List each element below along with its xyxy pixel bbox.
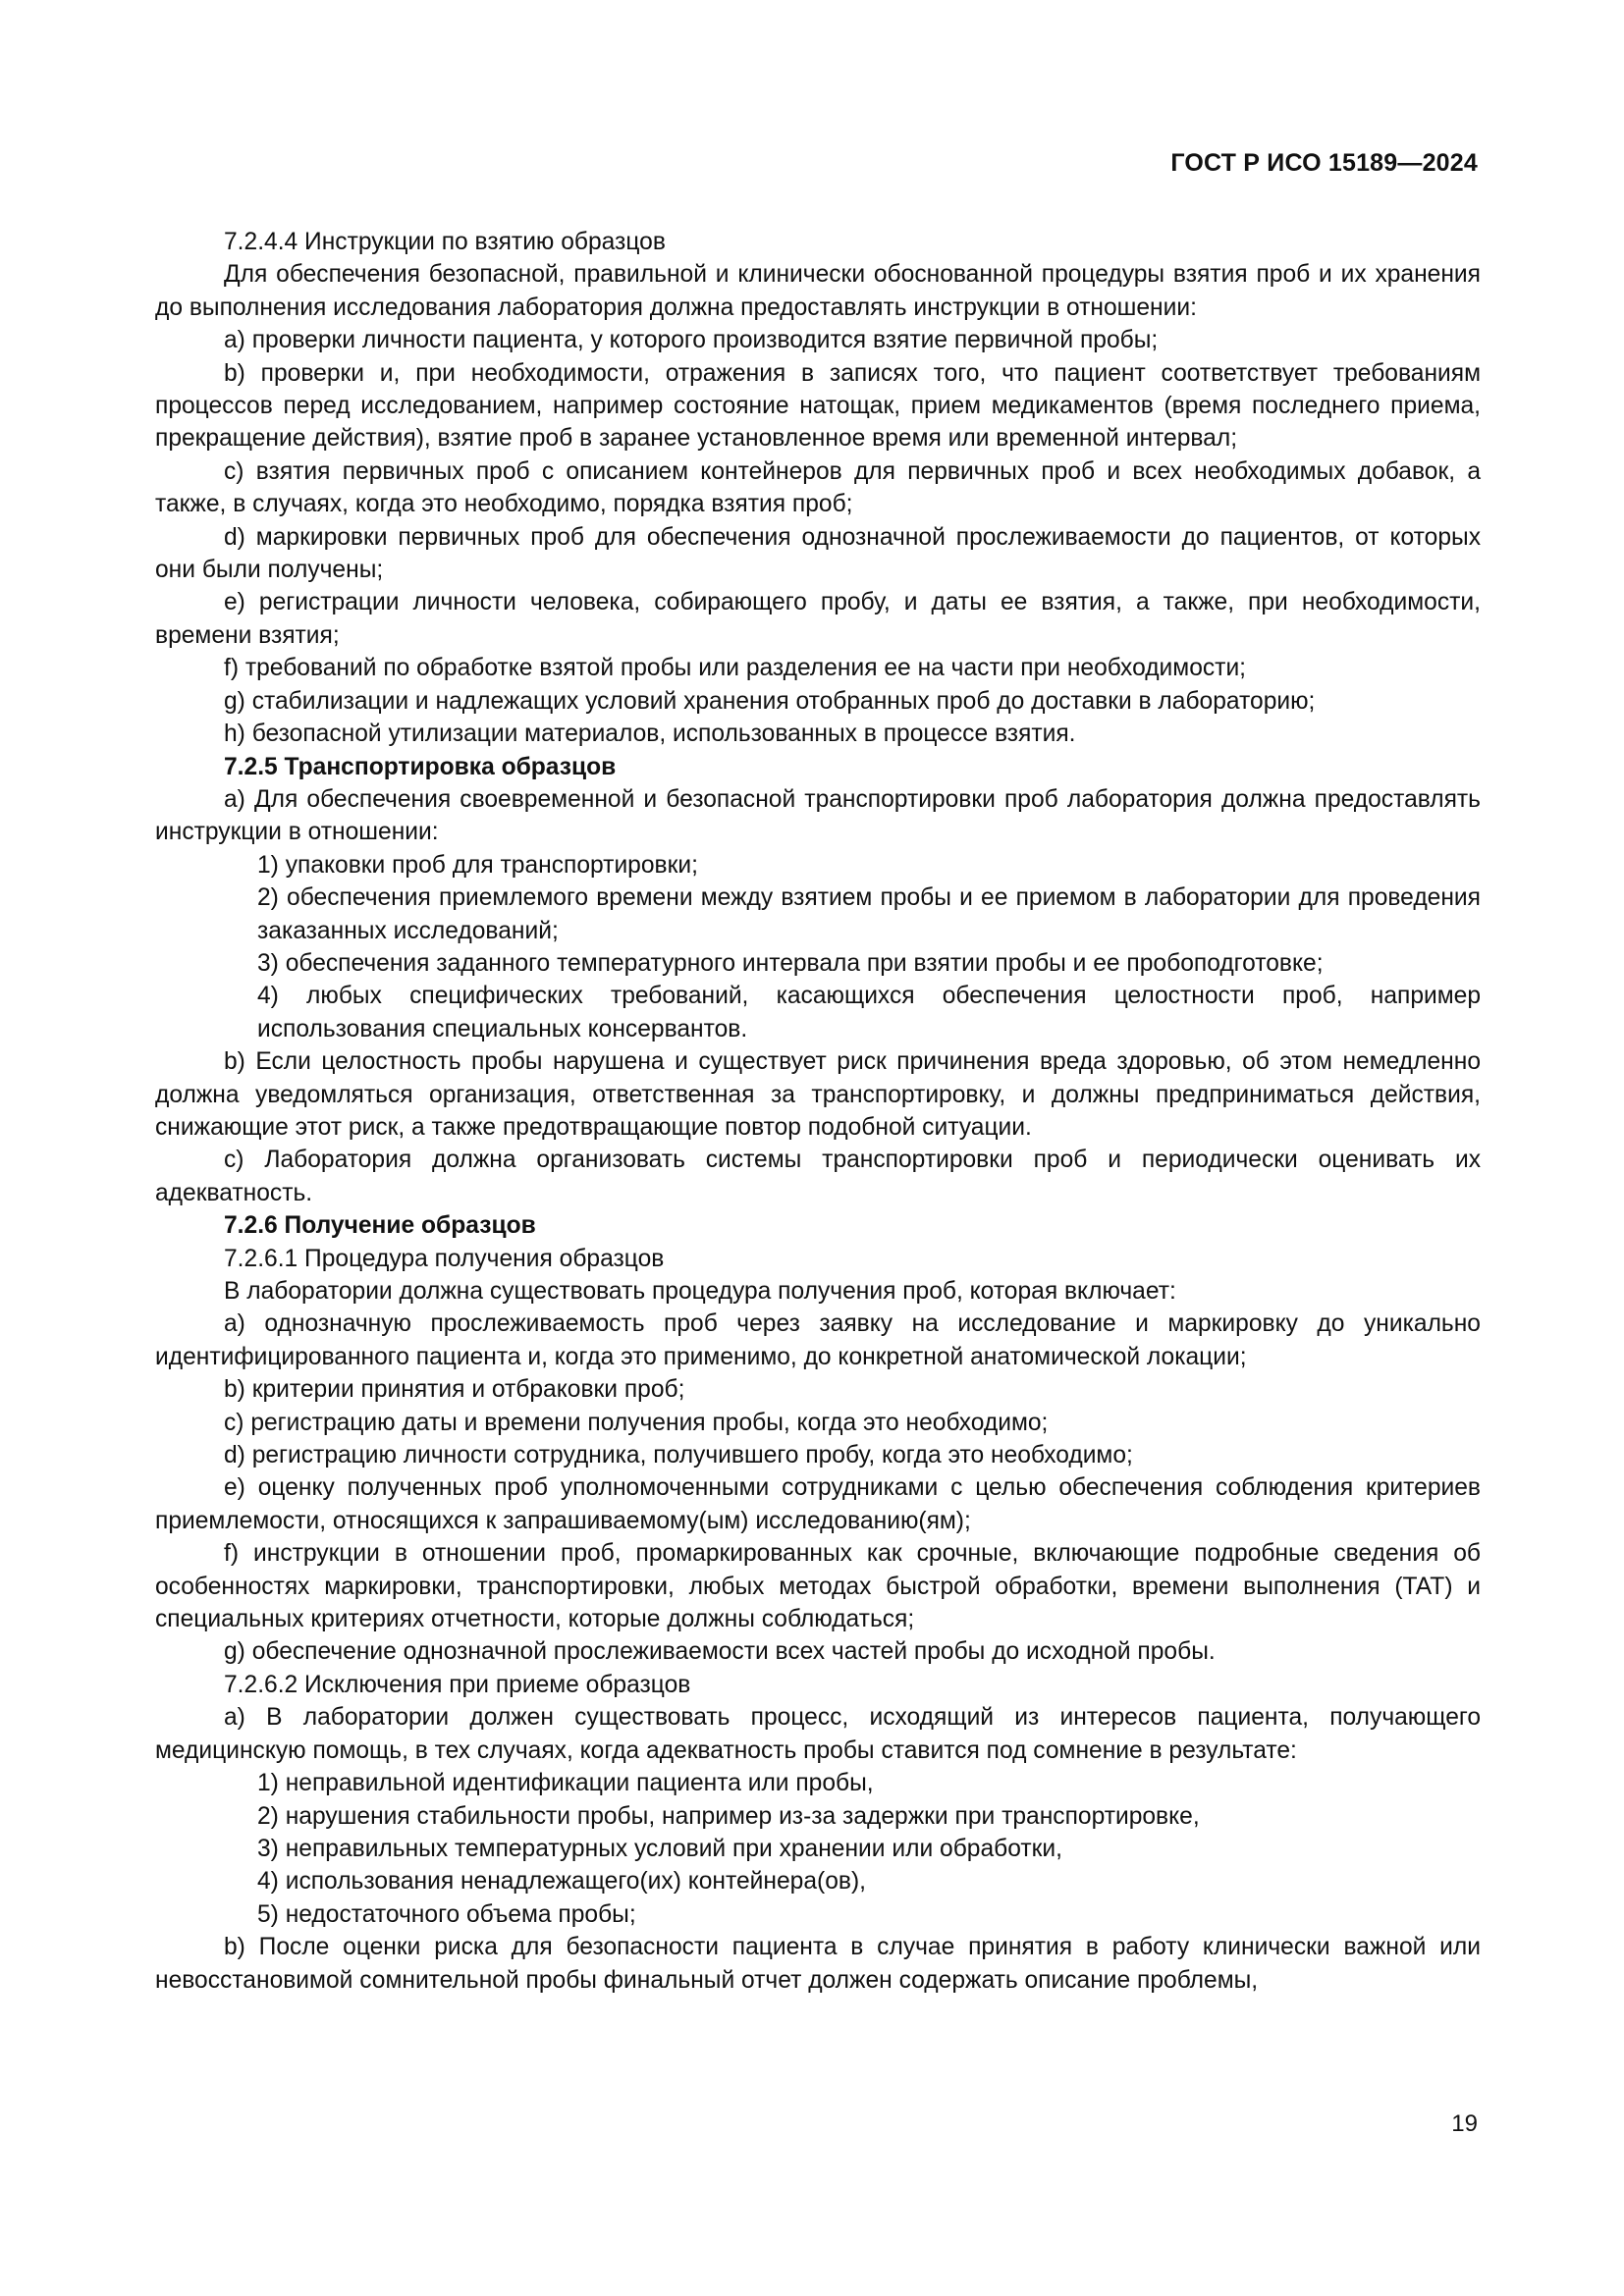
paragraph: e) оценку полученных проб уполномоченными сотрудниками с целью обеспечения соблюдения критериев приемлемости, относящихся к запрашиваемому(ым) исследованию(ям); bbox=[155, 1474, 1481, 1534]
paragraph: b) проверки и, при необходимости, отражения в записях того, что пациент соответствует требованиям процессов перед исследованием, например состояние натощак, прием медикаментов (время последнего приема, прекращение действия), взятие проб в заранее установленное время или временной интервал; bbox=[155, 359, 1481, 453]
paragraph: 2) обеспечения приемлемого времени между взятием пробы и ее приемом в лаборатории для проведения заказанных исследований; bbox=[257, 884, 1481, 944]
paragraph: d) маркировки первичных проб для обеспечения однозначной прослеживаемости до пациентов, от которых они были получены; bbox=[155, 523, 1481, 584]
paragraph: c) взятия первичных проб с описанием контейнеров для первичных проб и всех необходимых добавок, а также, в случаях, когда это необходимо, порядка взятия проб; bbox=[155, 457, 1481, 518]
page-number: 19 bbox=[1451, 2110, 1478, 2137]
paragraph: 4) использования ненадлежащего(их) контейнера(ов), bbox=[257, 1868, 866, 1896]
paragraph: 7.2.5 Транспортировка образцов bbox=[224, 753, 617, 780]
paragraph: b) критерии принятия и отбраковки проб; bbox=[224, 1376, 685, 1404]
document-header: ГОСТ Р ИСО 15189—2024 bbox=[1170, 149, 1478, 177]
paragraph: 7.2.4.4 Инструкции по взятию образцов bbox=[224, 229, 666, 255]
paragraph: f) требований по обработке взятой пробы или разделения ее на части при необходимости; bbox=[224, 655, 1247, 682]
paragraph: a) однозначную прослеживаемость проб через заявку на исследование и маркировку до уникально идентифицированного пациента и, когда это применимо, до конкретной анатомической локации; bbox=[155, 1310, 1481, 1370]
paragraph: g) обеспечение однозначной прослеживаемости всех частей пробы до исходной пробы. bbox=[224, 1638, 1216, 1666]
document-body bbox=[155, 226, 1481, 1997]
paragraph: 7.2.6.1 Процедура получения образцов bbox=[224, 1245, 665, 1272]
paragraph: 1) упаковки проб для транспортировки; bbox=[257, 851, 698, 879]
paragraph: h) безопасной утилизации материалов, использованных в процессе взятия. bbox=[224, 721, 1076, 748]
paragraph: 4) любых специфических требований, касающихся обеспечения целостности проб, например использования специальных консервантов. bbox=[257, 983, 1481, 1042]
paragraph: 3) неправильных температурных условий при хранении или обработки, bbox=[257, 1835, 1062, 1862]
paragraph: g) стабилизации и надлежащих условий хранения отобранных проб до доставки в лабораторию; bbox=[224, 687, 1316, 715]
paragraph: 3) обеспечения заданного температурного интервала при взятии пробы и ее пробоподготовке; bbox=[257, 949, 1324, 977]
paragraph: Для обеспечения безопасной, правильной и клинически обоснованной процедуры взятия проб и их хранения до выполнения исследования лаборатория должна предоставлять инструкции в отношении: bbox=[155, 261, 1481, 321]
paragraph: c) Лаборатория должна организовать системы транспортировки проб и периодически оценивать их адекватность. bbox=[155, 1147, 1481, 1206]
paragraph: a) проверки личности пациента, у которого производится взятие первичной пробы; bbox=[224, 327, 1159, 354]
paragraph: c) регистрацию даты и времени получения пробы, когда это необходимо; bbox=[224, 1409, 1049, 1436]
paragraph: В лаборатории должна существовать процедура получения проб, которая включает: bbox=[224, 1278, 1176, 1305]
paragraph: 7.2.6.2 Исключения при приеме образцов bbox=[224, 1671, 691, 1698]
paragraph: b) Если целостность пробы нарушена и существует риск причинения вреда здоровью, об этом немедленно должна уведомляться организация, ответственная за транспортировку, и должны предприниматься действия, снижающие этот риск, а также предотвращающие повтор подобной ситуации. bbox=[155, 1048, 1481, 1141]
paragraph: f) инструкции в отношении проб, промаркированных как срочные, включающие подробные сведения об особенностях маркировки, транспортировки, любых методах быстрой обработки, времени выполнения (TAT) и специальных критериях отчетности, которые должны соблюдаться; bbox=[155, 1540, 1481, 1633]
paragraph: a) Для обеспечения своевременной и безопасной транспортировки проб лаборатория должна предоставлять инструкции в отношении: bbox=[155, 785, 1481, 846]
paragraph: 7.2.6 Получение образцов bbox=[224, 1212, 536, 1240]
paragraph: d) регистрацию личности сотрудника, получившего пробу, когда это необходимо; bbox=[224, 1442, 1133, 1469]
paragraph: a) В лаборатории должен существовать процесс, исходящий из интересов пациента, получающего медицинскую помощь, в тех случаях, когда адекватность пробы ставится под сомнение в результате: bbox=[155, 1704, 1481, 1764]
paragraph: e) регистрации личности человека, собирающего пробу, и даты ее взятия, а также, при необходимости, времени взятия; bbox=[155, 589, 1481, 649]
paragraph: 5) недостаточного объема пробы; bbox=[257, 1900, 636, 1928]
paragraph: b) После оценки риска для безопасности пациента в случае принятия в работу клинически важной или невосстановимой сомнительной пробы финальный отчет должен содержать описание проблемы, bbox=[155, 1934, 1481, 1994]
paragraph: 2) нарушения стабильности пробы, например из-за задержки при транспортировке, bbox=[257, 1802, 1200, 1830]
paragraph: 1) неправильной идентификации пациента или пробы, bbox=[257, 1770, 874, 1797]
